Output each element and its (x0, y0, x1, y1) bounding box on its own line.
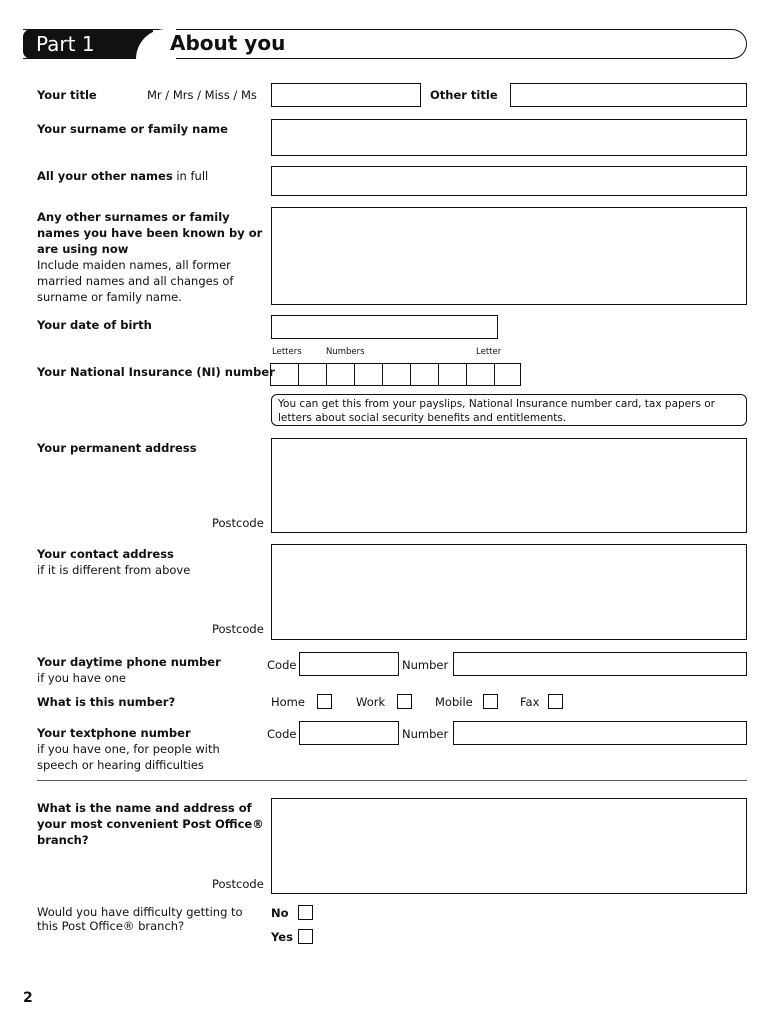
difficulty-yes-checkbox[interactable] (298, 929, 313, 944)
section-divider (37, 780, 747, 781)
known-by-input[interactable] (271, 207, 747, 305)
post-office-input[interactable] (271, 798, 747, 894)
known-by-label-2: names you have been known by or (37, 226, 263, 240)
ni-cell[interactable] (494, 363, 521, 386)
mobile-checkbox[interactable] (483, 694, 498, 709)
known-by-note-1: Include maiden names, all former (37, 258, 231, 272)
dob-label: Your date of birth (37, 318, 152, 332)
textphone-number-label: Number (402, 727, 449, 741)
daytime-number-input[interactable] (453, 652, 747, 676)
other-names-label-rest: in full (176, 169, 209, 183)
post-office-label-2: your most convenient Post Office® (37, 817, 264, 831)
ni-cell[interactable] (298, 363, 326, 386)
home-checkbox[interactable] (317, 694, 332, 709)
section-title: About you (170, 31, 286, 55)
ni-info-line-1: You can get this from your payslips, National Insurance number card, tax papers or (278, 398, 715, 410)
title-label: Your title (37, 88, 97, 102)
known-by-note-3: surname or family name. (37, 290, 182, 304)
other-title-label: Other title (430, 88, 498, 102)
textphone-code-label: Code (267, 727, 297, 741)
daytime-number-label: Number (402, 658, 449, 672)
known-by-label-1: Any other surnames or family (37, 210, 230, 224)
title-options: Mr / Mrs / Miss / Ms (147, 88, 257, 102)
daytime-code-input[interactable] (299, 652, 399, 676)
permanent-postcode-label: Postcode (212, 516, 264, 530)
permanent-address-input[interactable] (271, 438, 747, 533)
ni-info-line-2: letters about social security benefits and entitlements. (278, 412, 567, 424)
other-names-label-bold: All your other names (37, 169, 173, 183)
post-office-label-3: branch? (37, 833, 89, 847)
other-names-input[interactable] (271, 166, 747, 196)
other-title-input[interactable] (510, 83, 747, 107)
textphone-note-2: speech or hearing difficulties (37, 758, 204, 772)
textphone-number-input[interactable] (453, 721, 747, 745)
ni-cell[interactable] (438, 363, 466, 386)
daytime-phone-note: if you have one (37, 671, 126, 685)
textphone-label: Your textphone number (37, 726, 191, 740)
difficulty-yes-label: Yes (271, 930, 293, 944)
known-by-label-3: are using now (37, 242, 129, 256)
dob-input[interactable] (271, 315, 498, 339)
contact-postcode-label: Postcode (212, 622, 264, 636)
ni-hint-numbers: Numbers (326, 347, 365, 357)
difficulty-label-2: this Post Office® branch? (37, 919, 185, 933)
post-office-postcode-label: Postcode (212, 877, 264, 891)
ni-cell[interactable] (354, 363, 382, 386)
daytime-code-label: Code (267, 658, 297, 672)
difficulty-label-1: Would you have difficulty getting to (37, 905, 243, 919)
difficulty-no-checkbox[interactable] (298, 905, 313, 920)
option-home-label: Home (271, 695, 305, 709)
surname-label: Your surname or family name (37, 122, 228, 136)
ni-hint-letters: Letters (272, 347, 302, 357)
ni-cell[interactable] (326, 363, 354, 386)
post-office-label-1: What is the name and address of (37, 801, 252, 815)
title-input[interactable] (271, 83, 421, 107)
contact-address-note: if it is different from above (37, 563, 191, 577)
part-label: Part 1 (36, 32, 95, 56)
contact-address-label: Your contact address (37, 547, 174, 561)
ni-cell[interactable] (466, 363, 494, 386)
ni-cell[interactable] (410, 363, 438, 386)
fax-checkbox[interactable] (548, 694, 563, 709)
ni-cell[interactable] (270, 363, 298, 386)
ni-info-note (271, 394, 747, 426)
textphone-code-input[interactable] (299, 721, 399, 745)
option-mobile-label: Mobile (435, 695, 473, 709)
contact-address-input[interactable] (271, 544, 747, 640)
ni-cell[interactable] (382, 363, 410, 386)
option-fax-label: Fax (520, 695, 540, 709)
page-number: 2 (23, 990, 33, 1006)
number-type-label: What is this number? (37, 695, 176, 709)
difficulty-no-label: No (271, 906, 289, 920)
option-work-label: Work (356, 695, 386, 709)
other-names-label (37, 168, 208, 184)
ni-hint-letter: Letter (476, 347, 502, 357)
textphone-note-1: if you have one, for people with (37, 742, 220, 756)
surname-input[interactable] (271, 119, 747, 156)
ni-label: Your National Insurance (NI) number (37, 365, 275, 379)
known-by-note-2: married names and all changes of (37, 274, 234, 288)
work-checkbox[interactable] (397, 694, 412, 709)
permanent-address-label: Your permanent address (37, 441, 197, 455)
daytime-phone-label: Your daytime phone number (37, 655, 221, 669)
